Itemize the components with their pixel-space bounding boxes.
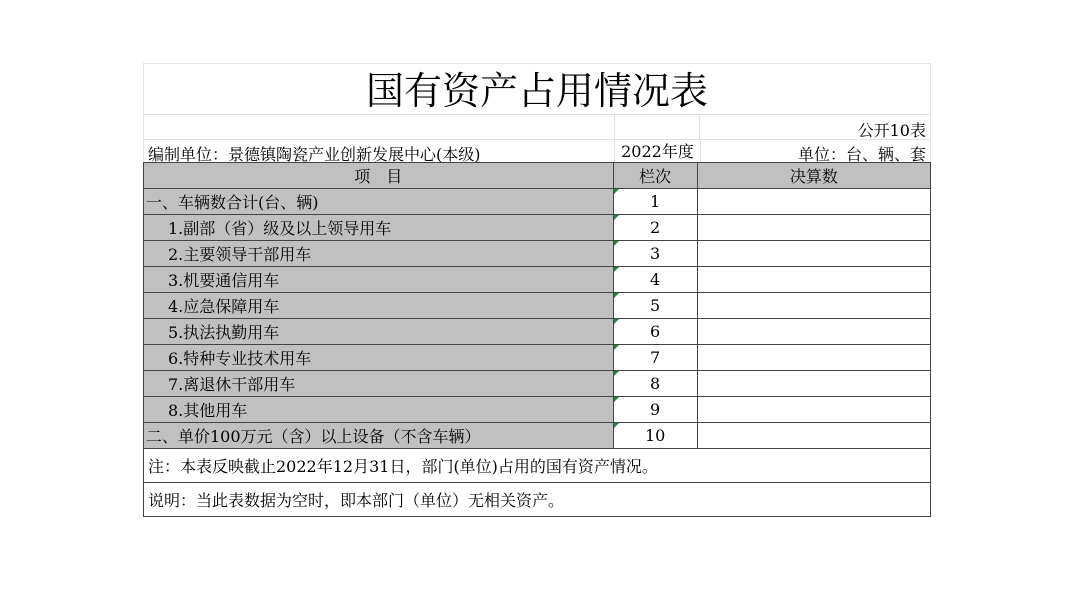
row-column-no: 8 [613,371,697,397]
header-column-no: 栏次 [613,163,697,189]
table-row [144,319,931,345]
row-column-no: 3 [613,241,697,267]
row-column-no: 9 [613,397,697,423]
row-item: 6.特种专业技术用车 [144,345,614,371]
note-row [144,449,931,483]
row-value-cell[interactable] [697,319,930,345]
table-row [144,215,931,241]
asset-table [143,162,931,517]
row-value-cell[interactable] [697,189,930,215]
row-value-cell[interactable] [697,371,930,397]
row-column-no: 6 [613,319,697,345]
row-value-cell[interactable] [697,241,930,267]
measure-unit: 单位：台、辆、套 [797,145,926,164]
table-row [144,293,931,319]
table-number-row [143,115,931,139]
table-note: 注：本表反映截止2022年12月31日，部门(单位)占用的国有资产情况。 [144,449,931,483]
table-row [144,397,931,423]
row-column-no: 2 [613,215,697,241]
row-item: 1.副部（省）级及以上领导用车 [144,215,614,241]
row-item: 4.应急保障用车 [144,293,614,319]
header-amount: 决算数 [697,163,930,189]
table-header-row [144,163,931,189]
row-value-cell[interactable] [697,215,930,241]
row-item: 3.机要通信用车 [144,267,614,293]
row-value-cell[interactable] [697,267,930,293]
row-column-no: 4 [613,267,697,293]
row-item: 7.离退休干部用车 [144,371,614,397]
row-value-cell[interactable] [697,293,930,319]
row-column-no: 10 [613,423,697,449]
table-row [144,345,931,371]
row-column-no: 7 [613,345,697,371]
table-number: 公开10表 [857,121,926,140]
page-title: 国有资产占用情况表 [143,63,931,115]
report-sheet [143,63,931,517]
row-item: 一、车辆数合计(台、辆) [144,189,614,215]
explanation-row [144,483,931,517]
header-item: 项 目 [144,163,614,189]
table-row [144,189,931,215]
row-item: 2.主要领导干部用车 [144,241,614,267]
meta-row [143,139,931,162]
table-row [144,423,931,449]
row-item: 二、单价100万元（含）以上设备（不含车辆） [144,423,614,449]
row-column-no: 1 [613,189,697,215]
fiscal-year: 2022年度 [614,140,701,162]
table-row [144,267,931,293]
row-column-no: 5 [613,293,697,319]
table-row [144,371,931,397]
row-item: 8.其他用车 [144,397,614,423]
row-value-cell[interactable] [697,345,930,371]
row-value-cell[interactable] [697,423,930,449]
table-explanation: 说明：当此表数据为空时，即本部门（单位）无相关资产。 [144,483,931,517]
row-value-cell[interactable] [697,397,930,423]
row-item: 5.执法执勤用车 [144,319,614,345]
table-row [144,241,931,267]
compiler-unit: 编制单位：景德镇陶瓷产业创新发展中心(本级) [148,145,481,164]
